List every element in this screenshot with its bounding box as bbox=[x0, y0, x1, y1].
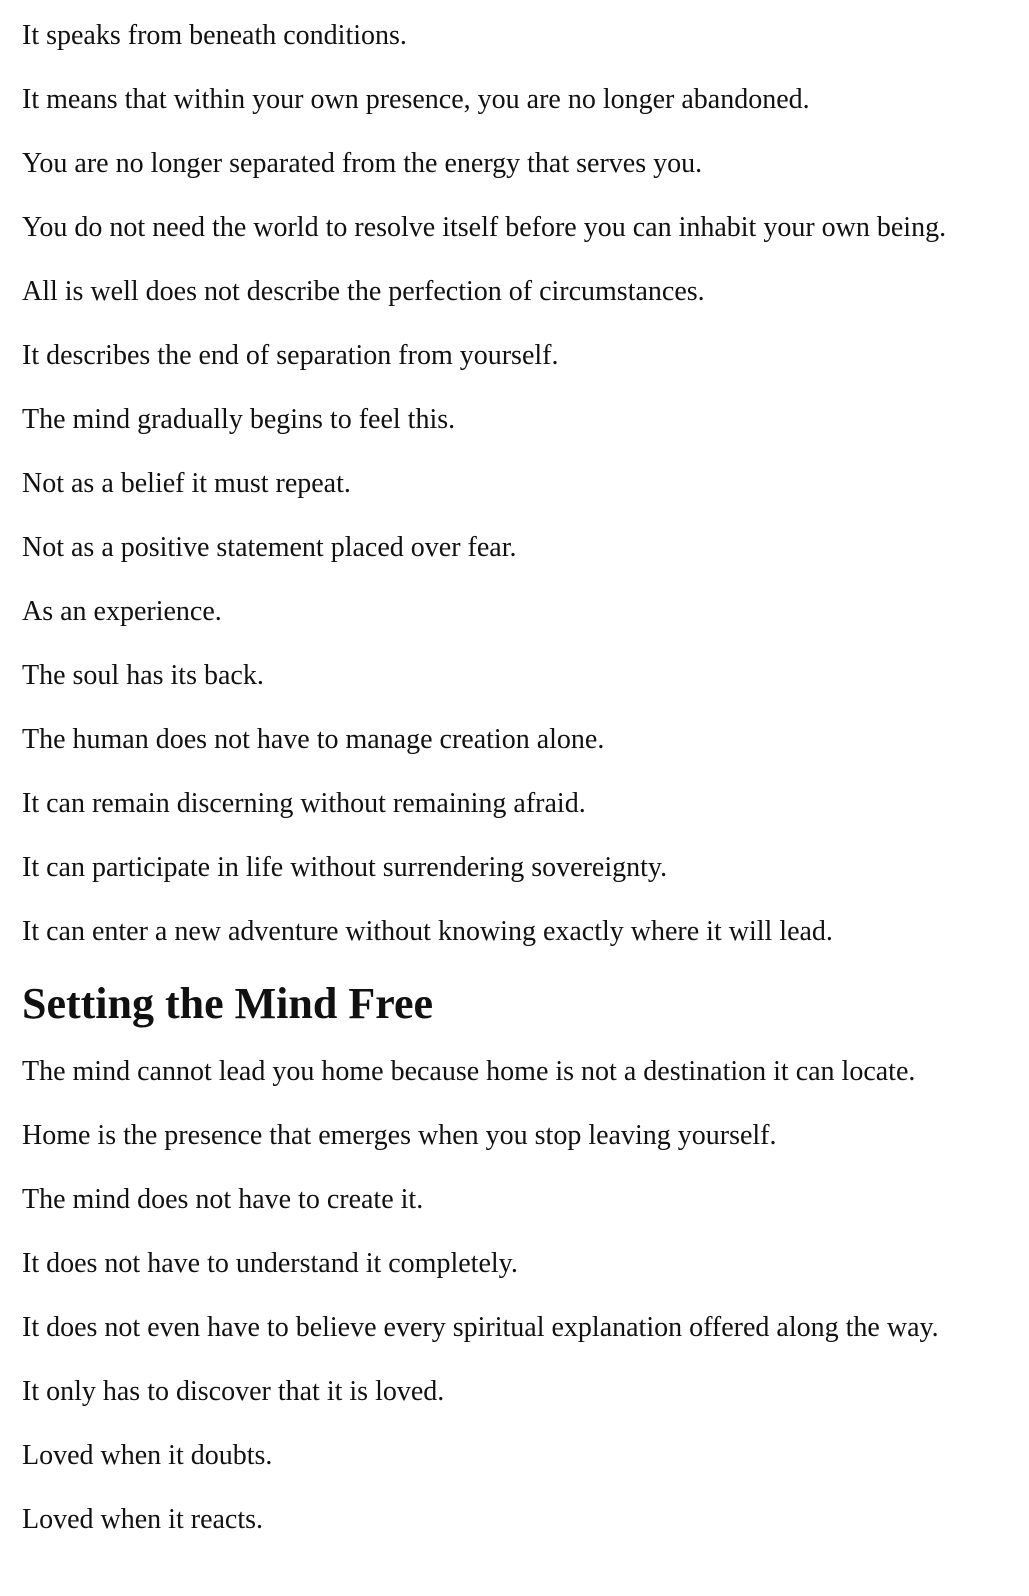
paragraph: The mind cannot lead you home because home is not a destination it can locate. bbox=[22, 1056, 916, 1087]
section-intro bbox=[22, 18, 1007, 950]
paragraph: It does not have to understand it completely. bbox=[22, 1248, 518, 1279]
paragraph: It does not even have to believe every spiritual explanation offered along the way. bbox=[22, 1312, 939, 1343]
paragraph: The mind gradually begins to feel this. bbox=[22, 404, 456, 435]
paragraph: It speaks from beneath conditions. bbox=[22, 20, 407, 51]
paragraph: All is well does not describe the perfection of circumstances. bbox=[22, 276, 705, 307]
paragraph: Loved when it doubts. bbox=[22, 1440, 273, 1471]
paragraph: It means that within your own presence, you are no longer abandoned. bbox=[22, 84, 810, 115]
paragraph: Not as a belief it must repeat. bbox=[22, 468, 351, 499]
section-setting-the-mind-free bbox=[22, 978, 1007, 1538]
paragraph: As an experience. bbox=[22, 596, 222, 627]
paragraph: Home is the presence that emerges when you stop leaving yourself. bbox=[22, 1120, 777, 1151]
paragraph: Not as a positive statement placed over fear. bbox=[22, 532, 517, 563]
paragraph: It can remain discerning without remaining afraid. bbox=[22, 788, 586, 819]
paragraph: The mind does not have to create it. bbox=[22, 1184, 424, 1215]
paragraph: It only has to discover that it is loved. bbox=[22, 1376, 445, 1407]
paragraph: It can enter a new adventure without knowing exactly where it will lead. bbox=[22, 916, 833, 947]
section-heading: Setting the Mind Free bbox=[22, 979, 434, 1028]
paragraph: Loved when it reacts. bbox=[22, 1504, 264, 1535]
paragraph: The soul has its back. bbox=[22, 660, 264, 691]
paragraph: You are no longer separated from the energy that serves you. bbox=[22, 148, 703, 179]
paragraph: The human does not have to manage creation alone. bbox=[22, 724, 605, 755]
paragraph: You do not need the world to resolve itself before you can inhabit your own being. bbox=[22, 212, 947, 243]
paragraph: It can participate in life without surrendering sovereignty. bbox=[22, 852, 668, 883]
paragraph: It describes the end of separation from yourself. bbox=[22, 340, 559, 371]
